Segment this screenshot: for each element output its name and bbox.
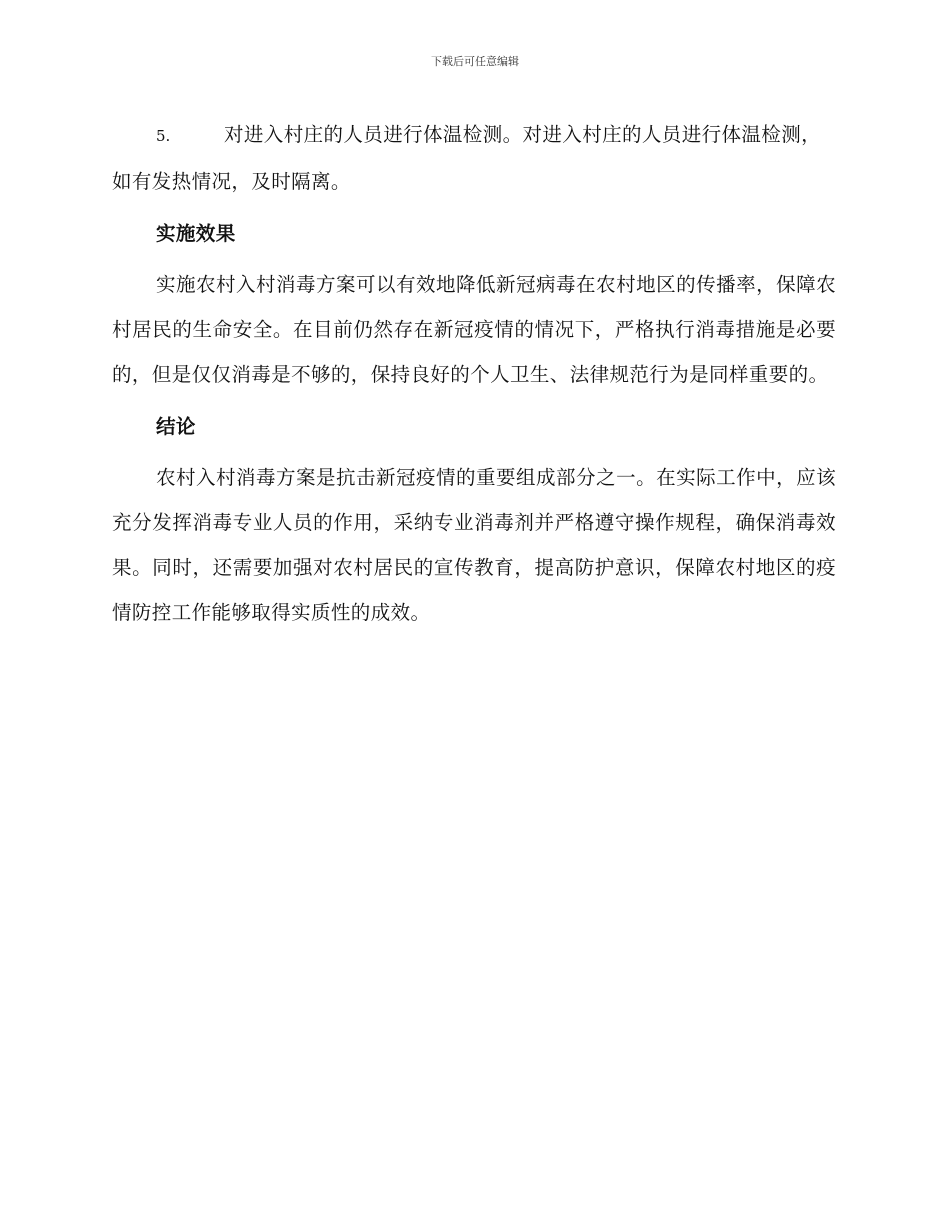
section-heading-conclusion: 结论 — [156, 415, 196, 438]
paragraph-conclusion: 农村入村消毒方案是抗击新冠疫情的重要组成部分之一。在实际工作中，应该充分发挥消毒专业人员的作用，采纳专业消毒剂并严格遵守操作规程，确保消毒效果。同时，还需要加强对农村居民的宣传教育，提高防护意识，保障农村地区的疫情防控工作能够取得实质性的成效。 — [112, 466, 836, 624]
list-item-text: 对进入村庄的人员进行体温检测。对进入村庄的人员进行体温检测，如有发热情况，及时隔离。 — [112, 123, 822, 193]
section-heading-effect: 实施效果 — [156, 222, 236, 245]
paragraph-effect: 实施农村入村消毒方案可以有效地降低新冠病毒在农村地区的传播率，保障农村居民的生命安全。在目前仍然存在新冠疫情的情况下，严格执行消毒措施是必要的，但是仅仅消毒是不够的，保持良好的个人卫生、法律规范行为是同样重要的。 — [112, 273, 836, 386]
list-item-number: 5. — [156, 127, 171, 145]
list-item-5 — [112, 112, 836, 204]
page-header: 下载后可任意编辑 — [431, 55, 519, 68]
document-body — [112, 112, 836, 635]
